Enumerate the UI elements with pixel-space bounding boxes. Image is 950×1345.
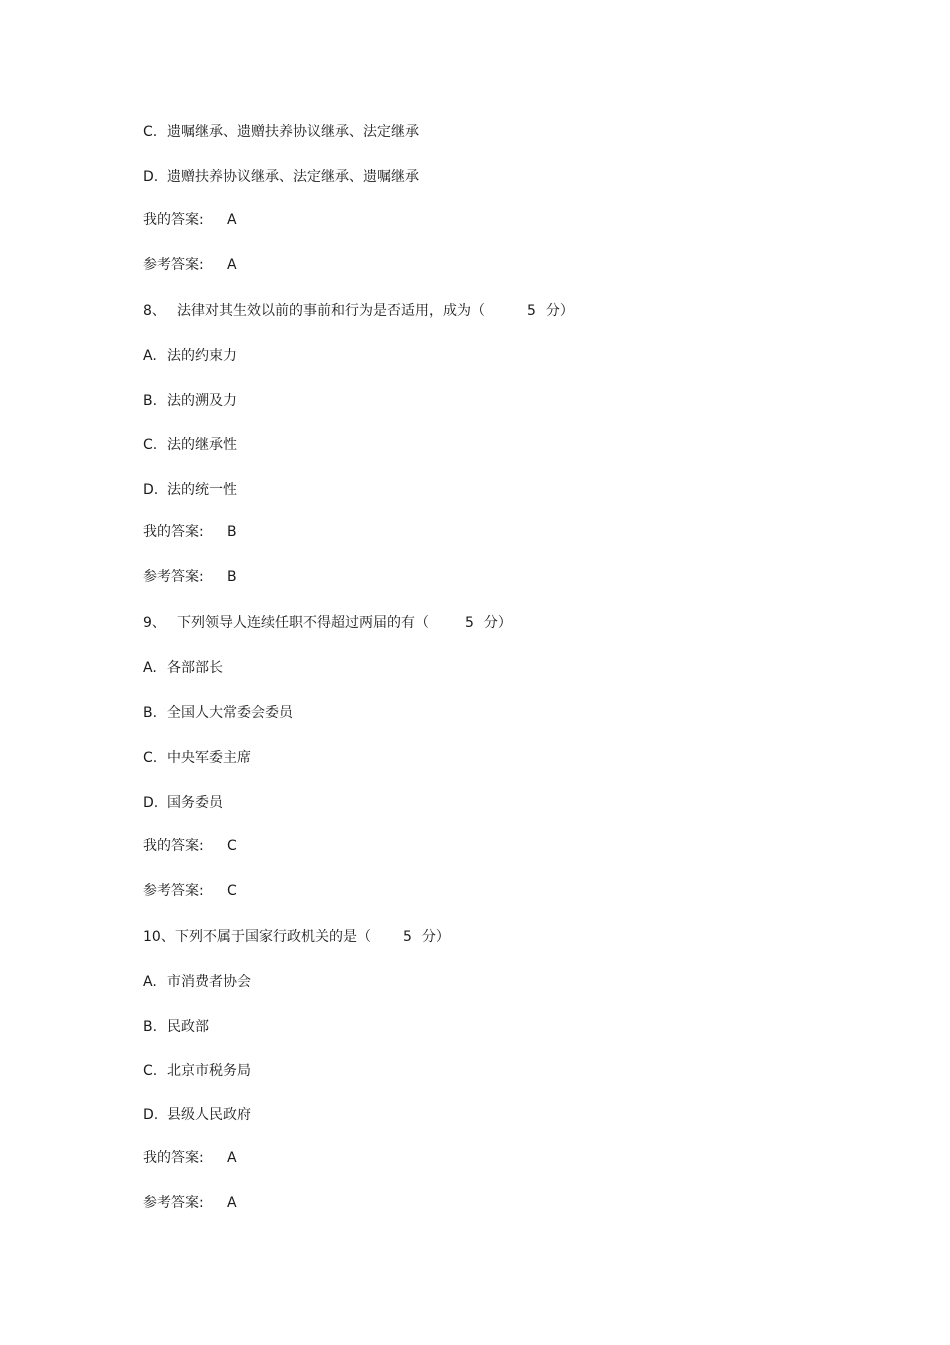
option-text: 法的溯及力 [167, 393, 237, 409]
option-c [143, 749, 251, 767]
option-d [143, 481, 237, 499]
option-text: 北京市税务局 [167, 1063, 251, 1079]
reference-answer-label: 参考答案: [143, 257, 204, 273]
option-c [143, 436, 237, 454]
option-letter: D. [143, 169, 159, 185]
option-text: 国务委员 [167, 795, 223, 811]
option-text: 各部部长 [167, 660, 223, 676]
option-letter: C. [143, 750, 158, 766]
option-letter: D. [143, 1107, 159, 1123]
option-b [143, 392, 237, 410]
reference-answer [143, 568, 237, 586]
option-letter: B. [143, 393, 158, 409]
option-a [143, 973, 251, 991]
reference-answer-label: 参考答案: [143, 569, 204, 585]
question-9 [143, 614, 512, 632]
reference-answer-value: C [227, 883, 237, 899]
reference-answer-value: B [227, 569, 237, 585]
my-answer-label: 我的答案: [143, 524, 204, 540]
question-10 [143, 928, 450, 946]
option-text: 全国人大常委会委员 [167, 705, 293, 721]
my-answer-value: B [227, 524, 237, 540]
option-b [143, 1018, 209, 1036]
question-number: 8、 [143, 303, 166, 319]
option-d [143, 168, 419, 186]
question-score-unit: 分） [421, 929, 450, 945]
my-answer-label: 我的答案: [143, 838, 204, 854]
option-a [143, 347, 237, 365]
option-text: 中央军委主席 [167, 750, 251, 766]
my-answer-label: 我的答案: [143, 1150, 204, 1166]
option-text: 法的继承性 [167, 437, 237, 453]
my-answer [143, 211, 237, 229]
question-score: 5 [527, 303, 536, 319]
reference-answer-value: A [227, 257, 237, 273]
option-letter: D. [143, 795, 159, 811]
option-text: 法的统一性 [167, 482, 237, 498]
option-text: 县级人民政府 [167, 1107, 251, 1123]
question-score-unit: 分） [483, 615, 512, 631]
question-text: 下列不属于国家行政机关的是（ [175, 929, 371, 945]
option-b [143, 704, 293, 722]
option-d [143, 1106, 251, 1124]
option-letter: D. [143, 482, 159, 498]
question-text: 下列领导人连续任职不得超过两届的有（ [177, 615, 429, 631]
option-letter: C. [143, 437, 158, 453]
option-text: 遗嘱继承、遗赠扶养协议继承、法定继承 [167, 124, 419, 140]
option-c [143, 1062, 251, 1080]
option-text: 法的约束力 [167, 348, 237, 364]
reference-answer [143, 256, 237, 274]
option-text: 市消费者协会 [167, 974, 251, 990]
option-letter: A. [143, 348, 157, 364]
my-answer-value: A [227, 212, 237, 228]
option-letter: B. [143, 1019, 158, 1035]
my-answer [143, 1149, 237, 1167]
option-letter: C. [143, 1063, 158, 1079]
question-8 [143, 302, 574, 320]
option-a [143, 659, 223, 677]
my-answer-label: 我的答案: [143, 212, 204, 228]
question-score-unit: 分） [545, 303, 574, 319]
question-score: 5 [403, 929, 412, 945]
my-answer [143, 523, 237, 541]
option-letter: A. [143, 660, 157, 676]
option-d [143, 794, 223, 812]
option-letter: B. [143, 705, 158, 721]
reference-answer-value: A [227, 1195, 237, 1211]
reference-answer-label: 参考答案: [143, 1195, 204, 1211]
question-number: 10、 [143, 929, 175, 945]
option-text: 遗赠扶养协议继承、法定继承、遗嘱继承 [167, 169, 419, 185]
question-number: 9、 [143, 615, 166, 631]
option-letter: A. [143, 974, 157, 990]
my-answer-value: C [227, 838, 237, 854]
my-answer [143, 837, 237, 855]
option-c [143, 123, 419, 141]
reference-answer-label: 参考答案: [143, 883, 204, 899]
question-text: 法律对其生效以前的事前和行为是否适用，成为（ [177, 303, 485, 319]
reference-answer [143, 1194, 237, 1212]
option-text: 民政部 [167, 1019, 209, 1035]
question-score: 5 [465, 615, 474, 631]
option-letter: C. [143, 124, 158, 140]
my-answer-value: A [227, 1150, 237, 1166]
reference-answer [143, 882, 237, 900]
